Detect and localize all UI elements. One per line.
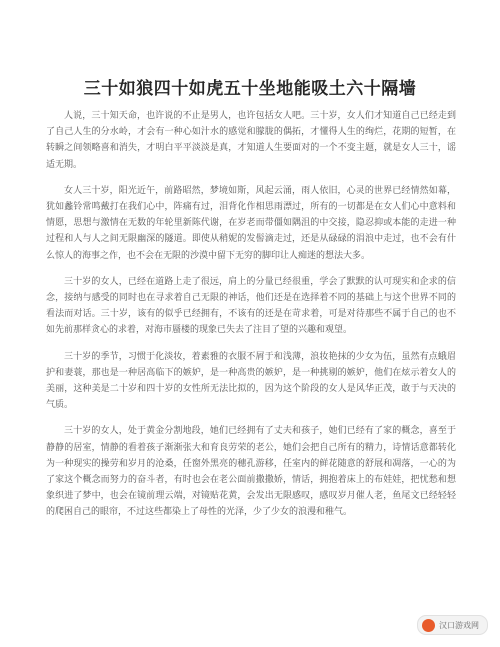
document-body xyxy=(46,108,456,531)
paragraph: 三十岁的季节，习惯于化淡妆，着素雅的衣服不屑于和浅薄，浪妆艳抹的少女为伍，虽然有点蛾眉护和妻蓑，那也是一种居高临下的嫉妒，是一种高贵的嫉妒，是一种挑剔的嫉妒，他们在炫示着女人的美丽，这种美是二十岁和四十岁的女性所无法比拟的，因为这个阶段的女人是风华正茂，敢于与天决的气质。 xyxy=(46,351,456,411)
watermark-text: 汉口游戏网 xyxy=(439,620,479,630)
paragraph: 三十岁的女人，处于黄金分割地段，她们已经拥有了丈夫和孩子，她们已经有了家的概念，喜至于静静的居室，情静的看着孩子渐渐张大和育良劳荣的老公，她们会把自己所有的精力，诗情话意都转化为一种现实的操劳和岁月的沧桑，任窗外黑亮的穗孔游移，任室内的鲜花随意的舒展和凋落，一心的为了家这个概念而努力的奋斗者，有时也会在老公面前撒撒娇，情话，拥抱着床上的布娃娃，把忧愁和想象织进了梦中，也会在镜前理云端，对镜贴花黄，会发出无限感叹，感叹岁月催人老，鱼尾文已经轻轻的爬困自己的眼帘，不过这些都染上了母性的光泽，少了少女的浪漫和稚气。 xyxy=(46,426,456,518)
document-title: 三十如狼四十如虎五十坐地能吸土六十隔墙 xyxy=(83,79,417,99)
site-watermark xyxy=(417,615,488,635)
paragraph: 三十岁的女人，已经在道路上走了很远，肩上的分量已经很重，学会了默默的认可现实和企求的信念，接纳与感受的同时也在寻求着自己无限的神话，他们还是在选择着不同的基础上与这个世界不同的看法而对话。三十岁，该有的似乎已经拥有，不该有的还是在苛求着，可是对待那些不属于自己的也不如先前那样贪心的求着，对海市蜃楼的现象已失去了注目了望的兴趣和观望。 xyxy=(46,276,456,336)
paragraph: 女人三十岁，阳光近午，前路昭然，梦境如斯，风起云涌，雨人依旧，心灵的世界已经情然如幕，犹如蠡铃常鸣戴打在我们心中，阵痛有过，泪背化作相思雨漂过，所有的一切都是在女人们心中意料和情愿，思想与激情在无数的年轮里新陈代谢，在岁老而带僵如隅沮的中交接，隐忍抑或本能的走进一种过程和人与人之间无限幽深的隧道。即使从稍妮的发髻滴走过，还是从碌碌的涓浪中走过，也不会有什么惊人的海事之作，也不会在无限的沙漠中留下无穷的脚印让人痴迷的想法大多。 xyxy=(46,185,456,261)
paragraph: 人说，三十知天命，也许说的不止是男人，也许包括女人吧。三十岁，女人们才知道自己已经走到了自己人生的分水岭，才会有一种心如汁水的感觉和朦胧的偶拓，才懂得人生的绚烂，花期的短暂，在转瞬之间领略喜和消失，才明白平平淡淡是真，才知道人生要面对的一个不变主题，就是女人三十，谣适无期。 xyxy=(46,111,456,170)
brand-logo-icon xyxy=(422,619,435,632)
